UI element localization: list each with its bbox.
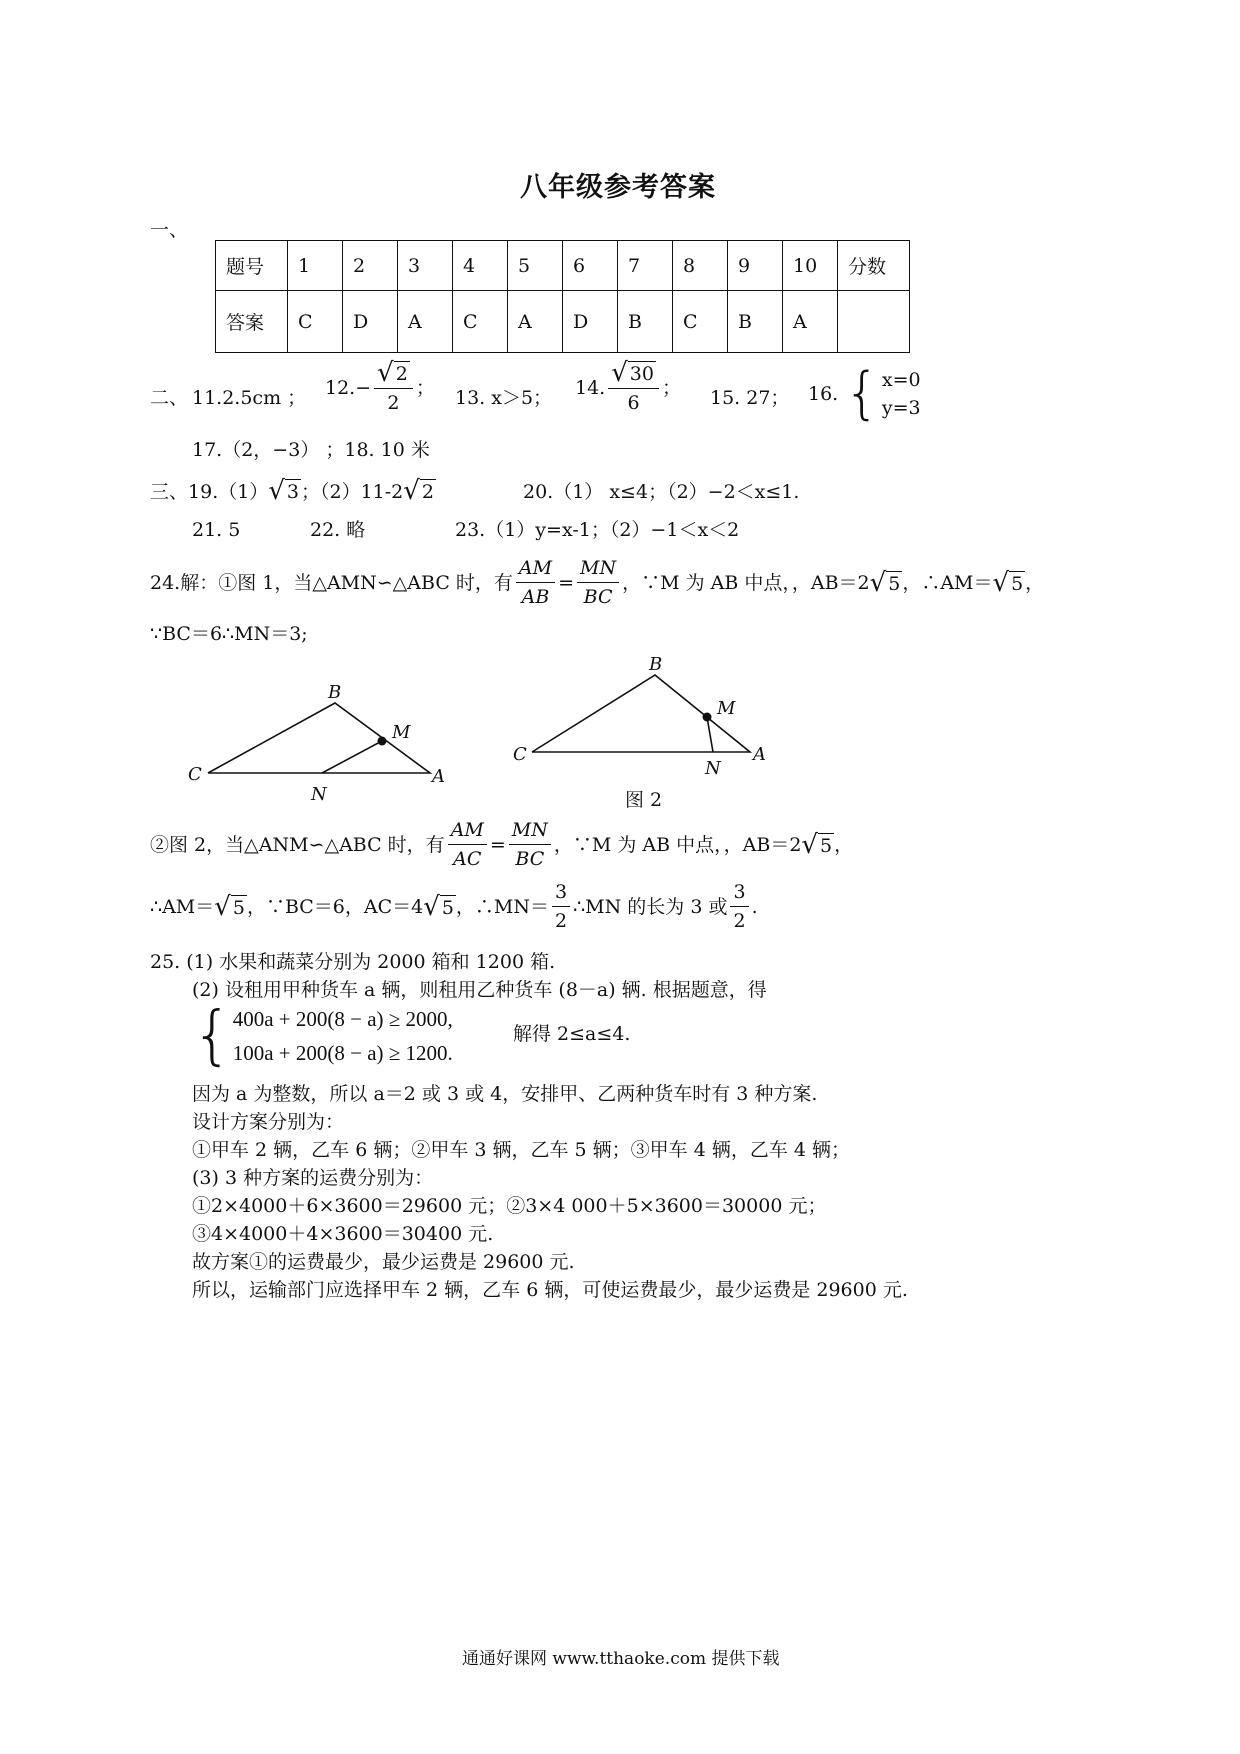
sqrt-symbol: √ 5	[869, 567, 901, 598]
answer-25-line-5: ①甲车 2 辆，乙车 6 辆；②甲车 3 辆，乙车 5 辆；③甲车 4 辆，乙车 4 辆；	[192, 1139, 851, 1161]
answer-12-prefix: 12.	[325, 376, 356, 399]
answer-14-fraction: √ 30 6	[608, 360, 659, 415]
score-header: 分数	[838, 241, 910, 291]
inequality-solution: 解得 2≤a≤4.	[513, 1023, 631, 1045]
figure-2-caption: 图 2	[625, 789, 663, 811]
fraction-mn-bc: $\frac{MN}{BC}$	[509, 818, 551, 871]
answer-16-prefix: 16.	[808, 383, 839, 405]
answer-19-part2: ；（2）11-2	[301, 481, 404, 503]
label-a: A	[753, 744, 766, 765]
point-m	[703, 713, 712, 722]
answer-19-part1: 19.（1）	[188, 481, 269, 503]
brace-symbol: {	[844, 361, 880, 426]
answer-16	[808, 361, 921, 426]
question-number: 8	[673, 241, 728, 291]
question-number: 3	[398, 241, 453, 291]
inequality-2: 100a + 200(8 − a) ≥ 1200.	[232, 1041, 453, 1065]
question-number: 6	[563, 241, 618, 291]
row-label-question: 题号	[216, 241, 288, 291]
answer-25-line-6: (3) 3 种方案的运费分别为：	[192, 1167, 434, 1189]
answer-cell: D	[343, 291, 398, 353]
answer-16-system: x=0 y=3	[881, 369, 921, 419]
answer-14-prefix: 14.	[575, 376, 606, 399]
score-value	[838, 291, 910, 353]
answer-20: 20.（1） x≤4；（2）−2＜x≤1.	[523, 481, 800, 503]
fraction-am-ac: $\frac{AM}{AC}$	[448, 818, 487, 871]
point-m	[378, 737, 387, 746]
fraction-3-2: $\frac{3}{2}$	[552, 880, 570, 933]
answer-22: 22. 略	[310, 519, 366, 541]
fraction-am-ab: $\frac{AM}{AB}$	[516, 556, 555, 609]
label-n: N	[705, 758, 721, 779]
sqrt-symbol: √ 2	[403, 476, 434, 506]
figure-2	[505, 650, 795, 780]
answer-15: 15. 27；	[710, 387, 790, 409]
question-number: 4	[453, 241, 508, 291]
question-number: 10	[783, 241, 838, 291]
answer-14-suffix: ；	[661, 376, 681, 399]
answer-25-line-9: 故方案①的运费最少，最少运费是 29600 元.	[192, 1251, 575, 1273]
sqrt-symbol: √ 5	[214, 891, 245, 922]
section-1-label: 一、	[150, 219, 189, 241]
label-c: C	[188, 764, 202, 785]
page-title: 八年级参考答案	[520, 172, 716, 203]
row-label-answer: 答案	[216, 291, 288, 353]
answer-cell: A	[398, 291, 453, 353]
sqrt-symbol: √ 5	[801, 829, 833, 860]
answer-17-18: 17.（2，−3） ；18. 10 米	[192, 439, 430, 461]
question-number: 7	[618, 241, 673, 291]
section-3-label: 三、	[150, 481, 189, 503]
answer-cell: A	[508, 291, 563, 353]
question-number: 1	[288, 241, 343, 291]
answer-19	[150, 478, 436, 504]
inequality-system	[192, 999, 453, 1073]
label-m: M	[717, 698, 736, 719]
sqrt-symbol: √ 2	[377, 358, 408, 388]
answer-21: 21. 5	[192, 519, 241, 541]
figure-1	[180, 670, 450, 810]
answer-24-line-4: ∴AM＝ √ 5 ，∵BC＝6，AC＝4 √ 5 ，∴MN＝ $\frac{3}{2}$ ∴MN 的长为 3 或 $\frac{3}{2}$ .	[150, 881, 758, 932]
sqrt-symbol: √ 3	[268, 476, 299, 506]
label-c: C	[513, 744, 527, 765]
answer-25-line-10: 所以，运输部门应选择甲车 2 辆，乙车 6 辆，可使运费最少，最少运费是 29600 元.	[192, 1279, 908, 1301]
answer-cell: B	[728, 291, 783, 353]
label-b: B	[328, 682, 342, 703]
sqrt-symbol: √ 30	[611, 358, 654, 388]
sqrt-symbol: √ 5	[423, 891, 454, 922]
answer-25-line-8: ③4×4000＋4×3600＝30400 元.	[192, 1223, 494, 1245]
label-b: B	[649, 654, 663, 675]
sqrt-symbol: √ 5	[992, 567, 1024, 598]
answer-24-line-1: 24.解：①图 1，当△AMN∽△ABC 时，有 $\frac{AM}{AB}$ = $\frac{MN}{BC}$ ，∵M 为 AB 中点，，AB＝2 √ 5 ，∴AM＝ √ 5 ，	[150, 557, 1045, 608]
question-number: 9	[728, 241, 783, 291]
label-n: N	[311, 784, 327, 805]
table-answer-row	[216, 291, 910, 353]
answer-12	[325, 360, 435, 415]
answer-cell: C	[673, 291, 728, 353]
question-number: 2	[343, 241, 398, 291]
answer-12-fraction: √ 2 2	[374, 360, 413, 415]
section-2-label: 二、	[150, 387, 189, 409]
label-m: M	[392, 722, 411, 743]
answer-cell: C	[288, 291, 343, 353]
answer-25-line-2: (2) 设租用甲种货车 a 辆，则租用乙种货车 (8－a) 辆. 根据题意，得	[192, 979, 767, 1001]
answer-cell: A	[783, 291, 838, 353]
question-number: 5	[508, 241, 563, 291]
answer-cell: C	[453, 291, 508, 353]
answer-13: 13. x＞5；	[455, 387, 553, 409]
fraction-3-2: $\frac{3}{2}$	[730, 880, 748, 933]
answer-12-sign: −	[355, 376, 372, 399]
segment-mn	[322, 741, 382, 773]
label-a: A	[432, 766, 445, 787]
fraction-mn-bc: $\frac{MN}{BC}$	[577, 556, 619, 609]
brace-symbol: {	[192, 999, 233, 1073]
inequalities	[233, 1002, 453, 1070]
answer-table	[215, 240, 910, 353]
answer-14	[575, 360, 681, 415]
table-header-row	[216, 241, 910, 291]
answer-24-line-2: ∵BC＝6∴MN＝3;	[150, 623, 308, 645]
answer-12-suffix: ；	[415, 376, 435, 399]
answer-25-line-4: 设计方案分别为：	[192, 1111, 345, 1133]
answer-25-line-3: 因为 a 为整数，所以 a＝2 或 3 或 4，安排甲、乙两种货车时有 3 种方案.	[192, 1083, 818, 1105]
answer-cell: D	[563, 291, 618, 353]
answer-cell: B	[618, 291, 673, 353]
footer-text: 通通好课网 www.tthaoke.com 提供下载	[462, 1649, 780, 1669]
answer-25-line-7: ①2×4000＋6×3600＝29600 元；②3×4 000＋5×3600＝30000 元；	[192, 1195, 827, 1217]
answer-24-line-3: ②图 2，当△ANM∽△ABC 时，有 $\frac{AM}{AC}$ = $\frac{MN}{BC}$ ，∵M 为 AB 中点，，AB＝2 √ 5 ，	[150, 819, 854, 870]
answer-11: 11.2.5cm ；	[192, 387, 307, 409]
inequality-1: 400a + 200(8 − a) ≥ 2000,	[232, 1007, 453, 1031]
answer-25-line-1: 25. (1) 水果和蔬菜分别为 2000 箱和 1200 箱.	[150, 951, 556, 973]
answer-23: 23.（1）y=x-1；（2）−1＜x＜2	[455, 519, 740, 541]
